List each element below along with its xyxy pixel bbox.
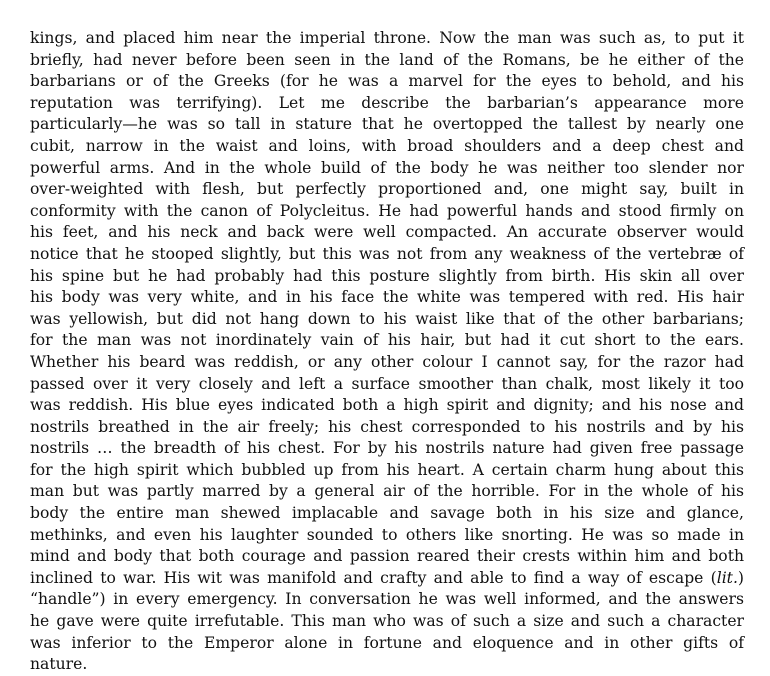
text-line-segment: inclined to war. His wit was manifold and crafty and able to find a way of escape ( [30, 568, 717, 587]
text-line: notice that he stooped slightly, but this was not from any weakness of the vertebræ of [30, 244, 744, 263]
text-line: was reddish. His blue eyes indicated both a high spirit and dignity; and his nose and [30, 396, 744, 415]
text-line: was inferior to the Emperor alone in fortune and eloquence and in other gifts of [30, 633, 744, 652]
text-line: briefly, had never before been seen in the land of the Romans, be he either of the [30, 50, 744, 69]
text-line: barbarians or of the Greeks (for he was a marvel for the eyes to behold, and his [30, 72, 744, 91]
text-line: powerful arms. And in the whole build of the body he was neither too slender nor [30, 158, 744, 177]
text-line: man but was partly marred by a general air of the horrible. For in the whole of his [30, 482, 744, 501]
text-line: particularly—he was so tall in stature that he overtopped the tallest by nearly one [30, 115, 744, 134]
text-line: Whether his beard was reddish, or any other colour I cannot say, for the razor had [30, 352, 744, 371]
text-line: was yellowish, but did not hang down to his waist like that of the other barbarians; [30, 309, 744, 328]
text-line-with-italic [30, 568, 744, 590]
text-line: “handle”) in every emergency. In conversation he was well informed, and the answers [30, 590, 744, 609]
text-line: for the man was not inordinately vain of his hair, but had it cut short to the ears. [30, 331, 744, 350]
document-page [30, 28, 744, 676]
text-line: kings, and placed him near the imperial throne. Now the man was such as, to put it [30, 29, 744, 47]
text-line: his spine but he had probably had this posture slightly from birth. His skin all over [30, 266, 744, 285]
text-line: cubit, narrow in the waist and loins, with broad shoulders and a deep chest and [30, 136, 744, 155]
text-line: over-weighted with flesh, but perfectly proportioned and, one might say, built in [30, 180, 744, 199]
text-line: his body was very white, and in his face the white was tempered with red. His hair [30, 288, 744, 307]
text-line: body the entire man shewed implacable and savage both in his size and glance, [30, 504, 744, 523]
text-line: methinks, and even his laughter sounded to others like snorting. He was so made in [30, 525, 744, 544]
text-line: nostrils … the breadth of his chest. For by his nostrils nature had given free passage [30, 439, 744, 458]
text-line: for the high spirit which bubbled up from his heart. A certain charm hung about this [30, 460, 744, 479]
italic-fragment: lit. [716, 568, 738, 587]
text-line: conformity with the canon of Polycleitus. He had powerful hands and stood firmly on [30, 201, 744, 220]
text-line-segment-tail: ) [737, 568, 744, 587]
text-line: he gave were quite irrefutable. This man who was of such a size and such a character [30, 612, 744, 631]
text-line: nature. [30, 655, 88, 674]
text-line: reputation was terrifying). Let me describe the barbarian’s appearance more [30, 93, 744, 112]
text-line: mind and body that both courage and passion reared their crests within him and both [30, 547, 744, 566]
text-line: nostrils breathed in the air freely; his chest corresponded to his nostrils and by his [30, 417, 744, 436]
text-line: his feet, and his neck and back were well compacted. An accurate observer would [30, 223, 744, 242]
text-line: passed over it very closely and left a surface smoother than chalk, most likely it too [30, 374, 744, 393]
